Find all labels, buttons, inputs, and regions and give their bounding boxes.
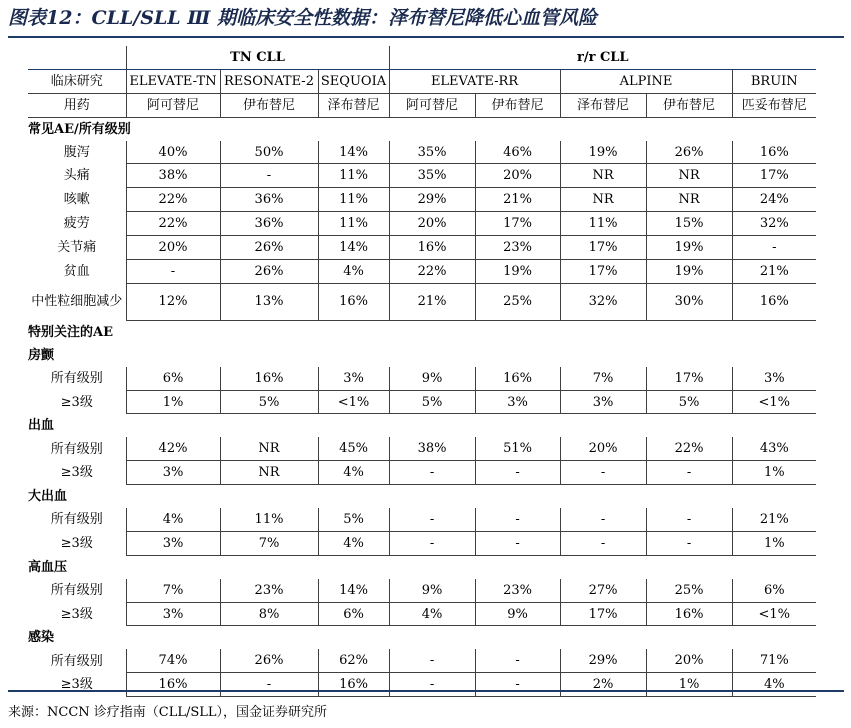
value-cell: 32% [560, 283, 646, 320]
value-cell: 4% [126, 508, 220, 531]
section-label: 出血 [28, 418, 55, 434]
drug-cell: 泽布替尼 [318, 93, 389, 117]
value-cell: 3% [732, 367, 816, 390]
value-cell: <1% [732, 390, 816, 414]
value-cell: 3% [475, 390, 560, 414]
value-cell: 22% [389, 260, 475, 284]
value-cell: 19% [475, 260, 560, 284]
table-row [28, 188, 816, 212]
value-cell: 29% [560, 649, 646, 672]
group-tn-cll: TN CLL [126, 46, 389, 69]
row-label: 所有级别 [50, 370, 103, 386]
value-cell: - [560, 508, 646, 531]
row-label: ≥3级 [60, 606, 93, 622]
value-cell: 6% [126, 367, 220, 390]
row-label: 腹泻 [63, 144, 90, 160]
drug-cell: 泽布替尼 [560, 93, 646, 117]
section-label: 感染 [28, 630, 55, 646]
subsection-row [28, 555, 816, 578]
value-cell: 17% [475, 212, 560, 236]
drug-cell: 伊布替尼 [646, 93, 732, 117]
value-cell: 38% [389, 437, 475, 460]
row-label: 所有级别 [50, 653, 103, 669]
value-cell: 3% [126, 602, 220, 626]
value-cell: 9% [475, 602, 560, 626]
value-cell: 7% [220, 531, 318, 555]
value-cell: 7% [126, 579, 220, 602]
value-cell: 14% [318, 579, 389, 602]
section-label: 特别关注的AE [28, 324, 113, 340]
section-label: 大出血 [28, 489, 68, 505]
value-cell: 35% [389, 164, 475, 188]
subsection-row [28, 626, 816, 649]
value-cell: 42% [126, 437, 220, 460]
value-cell: - [389, 649, 475, 672]
value-cell: NR [220, 437, 318, 460]
section-label: 高血压 [28, 559, 68, 575]
value-cell: 26% [220, 649, 318, 672]
value-cell: <1% [318, 390, 389, 414]
drug-cell: 伊布替尼 [475, 93, 560, 117]
value-cell: 24% [732, 188, 816, 212]
value-cell: - [389, 673, 475, 697]
value-cell: NR [560, 188, 646, 212]
value-cell: 25% [646, 579, 732, 602]
trial-header-row [28, 69, 816, 93]
drug-cell: 匹妥布替尼 [732, 93, 816, 117]
value-cell: - [646, 461, 732, 485]
value-cell: 30% [646, 283, 732, 320]
value-cell: 16% [126, 673, 220, 697]
value-cell: NR [646, 164, 732, 188]
row-label: ≥3级 [60, 535, 93, 551]
subsection-row [28, 485, 816, 508]
value-cell: 9% [389, 367, 475, 390]
value-cell: 1% [126, 390, 220, 414]
value-cell: 5% [220, 390, 318, 414]
trial-bruin: BRUIN [732, 69, 816, 93]
trial-resonate-2: RESONATE-2 [220, 69, 318, 93]
value-cell: 16% [732, 141, 816, 164]
value-cell: 43% [732, 437, 816, 460]
value-cell: 11% [220, 508, 318, 531]
value-cell: 22% [126, 212, 220, 236]
value-cell: - [560, 531, 646, 555]
value-cell: 14% [318, 236, 389, 260]
table-row [28, 164, 816, 188]
value-cell: 21% [732, 508, 816, 531]
value-cell: 20% [126, 236, 220, 260]
value-cell: 16% [475, 367, 560, 390]
value-cell: 3% [126, 461, 220, 485]
table-row [28, 437, 816, 460]
row-label: 头痛 [63, 168, 90, 184]
value-cell: 46% [475, 141, 560, 164]
value-cell: 36% [220, 212, 318, 236]
table-row [28, 461, 816, 485]
table-row [28, 602, 816, 626]
table-row [28, 579, 816, 602]
trial-elevate-tn: ELEVATE-TN [126, 69, 220, 93]
row-label: ≥3级 [60, 394, 93, 410]
value-cell: 15% [646, 212, 732, 236]
drug-cell: 阿可替尼 [126, 93, 220, 117]
value-cell: NR [560, 164, 646, 188]
value-cell: 20% [646, 649, 732, 672]
value-cell: 13% [220, 283, 318, 320]
safety-data-table [28, 46, 816, 697]
value-cell: - [475, 649, 560, 672]
value-cell: 21% [475, 188, 560, 212]
subsection-row [28, 414, 816, 437]
table-row [28, 390, 816, 414]
value-cell: 35% [389, 141, 475, 164]
trial-header-label: 临床研究 [28, 69, 126, 93]
value-cell: 32% [732, 212, 816, 236]
table-body [28, 46, 816, 697]
value-cell: 51% [475, 437, 560, 460]
value-cell: - [646, 508, 732, 531]
group-rr-cll: r/r CLL [389, 46, 816, 69]
title-divider [8, 36, 844, 38]
table-row [28, 212, 816, 236]
value-cell: NR [646, 188, 732, 212]
value-cell: - [475, 531, 560, 555]
trial-elevate-rr: ELEVATE-RR [389, 69, 560, 93]
value-cell: - [126, 260, 220, 284]
value-cell: 4% [318, 531, 389, 555]
row-label: 咳嗽 [63, 192, 90, 208]
value-cell: 26% [646, 141, 732, 164]
value-cell: 3% [560, 390, 646, 414]
value-cell: 45% [318, 437, 389, 460]
value-cell: 20% [475, 164, 560, 188]
value-cell: 25% [475, 283, 560, 320]
value-cell: 36% [220, 188, 318, 212]
value-cell: 5% [646, 390, 732, 414]
value-cell: 38% [126, 164, 220, 188]
value-cell: 11% [318, 212, 389, 236]
table-row [28, 508, 816, 531]
row-label: ≥3级 [60, 465, 93, 481]
value-cell: 3% [126, 531, 220, 555]
value-cell: 16% [646, 602, 732, 626]
table-bottom-rule [8, 690, 844, 692]
value-cell: - [389, 531, 475, 555]
row-label: 疲劳 [63, 216, 90, 232]
value-cell: - [475, 508, 560, 531]
value-cell: - [475, 461, 560, 485]
value-cell: 19% [646, 260, 732, 284]
value-cell: 6% [732, 579, 816, 602]
value-cell: 4% [389, 602, 475, 626]
value-cell: 26% [220, 236, 318, 260]
trial-sequoia: SEQUOIA [318, 69, 389, 93]
value-cell: - [389, 508, 475, 531]
value-cell: 4% [732, 673, 816, 697]
value-cell: 11% [318, 188, 389, 212]
table-row [28, 236, 816, 260]
trial-alpine: ALPINE [560, 69, 732, 93]
table-row [28, 673, 816, 697]
value-cell: - [475, 673, 560, 697]
value-cell: 17% [732, 164, 816, 188]
value-cell: 26% [220, 260, 318, 284]
value-cell: 8% [220, 602, 318, 626]
value-cell: 71% [732, 649, 816, 672]
value-cell: 17% [560, 260, 646, 284]
value-cell: - [646, 531, 732, 555]
drug-header-row [28, 93, 816, 117]
row-label: 所有级别 [50, 512, 103, 528]
value-cell: 3% [318, 367, 389, 390]
value-cell: 22% [126, 188, 220, 212]
value-cell: 21% [732, 260, 816, 284]
value-cell: 50% [220, 141, 318, 164]
value-cell: 23% [475, 579, 560, 602]
value-cell: 14% [318, 141, 389, 164]
value-cell: 19% [646, 236, 732, 260]
value-cell: 6% [318, 602, 389, 626]
row-label: 所有级别 [50, 582, 103, 598]
table-row [28, 283, 816, 320]
value-cell: 74% [126, 649, 220, 672]
value-cell: 9% [389, 579, 475, 602]
source-note: 来源：NCCN 诊疗指南（CLL/SLL），国金证券研究所 [8, 705, 328, 720]
value-cell: 1% [732, 531, 816, 555]
drug-cell: 伊布替尼 [220, 93, 318, 117]
row-label: 中性粒细胞减少 [31, 294, 123, 310]
value-cell: 20% [560, 437, 646, 460]
value-cell: 19% [560, 141, 646, 164]
table-row [28, 141, 816, 164]
value-cell: 20% [389, 212, 475, 236]
value-cell: 1% [646, 673, 732, 697]
value-cell: - [560, 461, 646, 485]
row-label: ≥3级 [60, 677, 93, 693]
value-cell: 17% [646, 367, 732, 390]
section-label: 房颤 [28, 347, 55, 363]
value-cell: 17% [560, 236, 646, 260]
value-cell: - [389, 461, 475, 485]
value-cell: 29% [389, 188, 475, 212]
table-row [28, 649, 816, 672]
value-cell: 11% [318, 164, 389, 188]
value-cell: 21% [389, 283, 475, 320]
row-label: 关节痛 [57, 240, 97, 256]
group-header-row [28, 46, 816, 69]
value-cell: NR [220, 461, 318, 485]
value-cell: 2% [560, 673, 646, 697]
row-label: 所有级别 [50, 441, 103, 457]
value-cell: 62% [318, 649, 389, 672]
drug-cell: 阿可替尼 [389, 93, 475, 117]
value-cell: 23% [475, 236, 560, 260]
value-cell: 40% [126, 141, 220, 164]
value-cell: 16% [318, 673, 389, 697]
value-cell: 11% [560, 212, 646, 236]
value-cell: <1% [732, 602, 816, 626]
value-cell: 17% [560, 602, 646, 626]
row-label: 贫血 [63, 263, 90, 279]
table-row [28, 260, 816, 284]
table-row [28, 367, 816, 390]
value-cell: 4% [318, 260, 389, 284]
drug-header-label: 用药 [28, 93, 126, 117]
value-cell: 5% [389, 390, 475, 414]
value-cell: 4% [318, 461, 389, 485]
value-cell: 1% [732, 461, 816, 485]
value-cell: 27% [560, 579, 646, 602]
table-row [28, 531, 816, 555]
value-cell: 16% [732, 283, 816, 320]
section-label: 常见AE/所有级别 [28, 121, 131, 137]
value-cell: 16% [220, 367, 318, 390]
section-special-ae [28, 320, 816, 343]
section-common-ae [28, 117, 816, 140]
subsection-row [28, 344, 816, 367]
figure-title: 图表12：CLL/SLL Ⅲ 期临床安全性数据：泽布替尼降低心血管风险 [8, 7, 598, 29]
value-cell: - [732, 236, 816, 260]
value-cell: 23% [220, 579, 318, 602]
value-cell: - [220, 164, 318, 188]
value-cell: - [220, 673, 318, 697]
value-cell: 22% [646, 437, 732, 460]
value-cell: 7% [560, 367, 646, 390]
group-corner-cell [28, 46, 126, 69]
value-cell: 5% [318, 508, 389, 531]
value-cell: 16% [318, 283, 389, 320]
value-cell: 16% [389, 236, 475, 260]
value-cell: 12% [126, 283, 220, 320]
